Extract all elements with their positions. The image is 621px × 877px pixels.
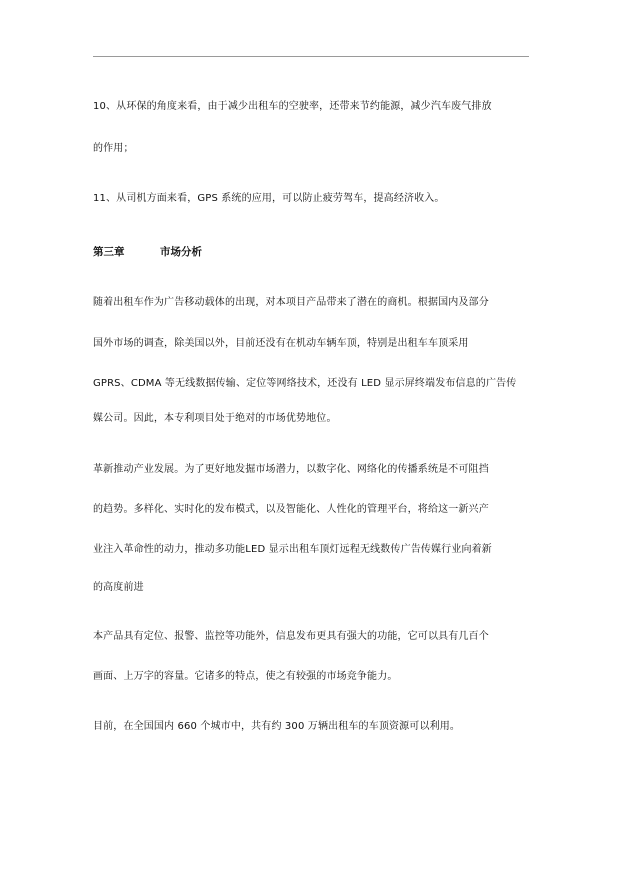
market-paragraph-1-line-3: GPRS、CDMA 等无线数据传输、定位等网络技术，还没有 LED 显示屏终端发布信息的广告传 xyxy=(93,378,517,389)
market-paragraph-2-line-4: 的高度前进 xyxy=(93,582,144,593)
market-paragraph-3-line-1: 本产品具有定位、报警、监控等功能外，信息发布更具有强大的功能，它可以具有几百个 xyxy=(93,631,489,642)
market-paragraph-2-line-3: 业注入革命性的动力，推动多功能LED 显示出租车顶灯远程无线数传广告传媒行业向着新 xyxy=(93,544,492,555)
paragraph-11-line-1: 11、从司机方面来看，GPS 系统的应用，可以防止疲劳驾车，提高经济收入。 xyxy=(93,193,445,204)
market-paragraph-4-line-1: 目前，在全国国内 660 个城市中，共有约 300 万辆出租车的车顶资源可以利用。 xyxy=(93,721,461,732)
chapter-title: 市场分析 xyxy=(160,246,202,258)
chapter-number: 第三章 xyxy=(93,246,125,258)
market-paragraph-1-line-1: 随着出租车作为广告移动载体的出现，对本项目产品带来了潜在的商机。根据国内及部分 xyxy=(93,297,489,308)
header-rule xyxy=(93,56,529,57)
market-paragraph-2-line-1: 革新推动产业发展。为了更好地发掘市场潜力，以数字化、网络化的传播系统是不可阻挡 xyxy=(93,464,489,475)
market-paragraph-1-line-2: 国外市场的调查，除美国以外，目前还没有在机动车辆车顶，特别是出租车车顶采用 xyxy=(93,338,469,349)
chapter-heading xyxy=(93,246,202,258)
paragraph-10-line-2: 的作用； xyxy=(93,143,134,154)
market-paragraph-2-line-2: 的趋势。多样化、实时化的发布模式，以及智能化、人性化的管理平台，将给这一新兴产 xyxy=(93,504,489,515)
market-paragraph-3-line-2: 画面、上万字的容量。它诸多的特点，使之有较强的市场竞争能力。 xyxy=(93,671,398,682)
market-paragraph-1-line-4: 媒公司。因此，本专利项目处于绝对的市场优势地位。 xyxy=(93,413,337,424)
paragraph-10-line-1: 10、从环保的角度来看，由于减少出租车的空驶率，还带来节约能源，减少汽车废气排放 xyxy=(93,101,492,112)
